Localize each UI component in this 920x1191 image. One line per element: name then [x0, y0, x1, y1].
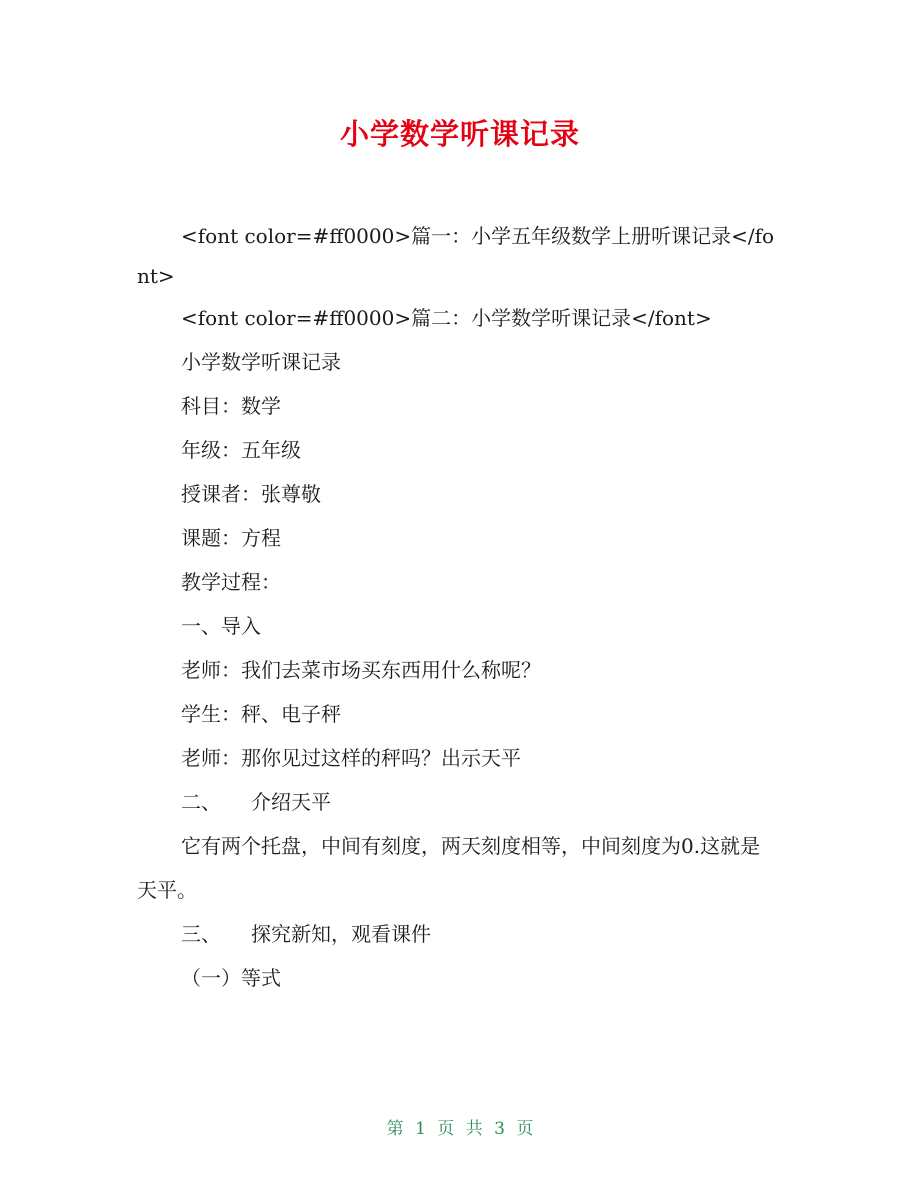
paragraph-student-answer: 学生：秤、电子秤 — [181, 702, 341, 726]
paragraph-heading: 小学数学听课记录 — [181, 350, 341, 374]
paragraph-grade: 年级：五年级 — [181, 438, 301, 462]
paragraph-section-three — [137, 912, 777, 956]
paragraph-teacher-followup: 老师：那你见过这样的秤吗？出示天平 — [181, 746, 521, 770]
paragraph-font-link-1: <font color=#ff0000>篇一：小学五年级数学上册听课记录</font> — [137, 224, 775, 288]
section-three-number: 三、 — [181, 922, 221, 946]
section-two-number: 二、 — [181, 790, 221, 814]
paragraph-section-two — [137, 780, 777, 824]
page-title: 小学数学听课记录 — [339, 117, 580, 151]
paragraph-topic: 课题：方程 — [181, 526, 281, 550]
page-number-footer: 第 1 页 共 3 页 — [386, 1119, 534, 1139]
paragraph-subject: 科目：数学 — [181, 394, 281, 418]
section-three-text: 探究新知，观看课件 — [251, 922, 431, 946]
paragraph-equation: （一）等式 — [181, 966, 281, 990]
section-two-text: 介绍天平 — [251, 790, 331, 814]
paragraph-font-link-2: <font color=#ff0000>篇二：小学数学听课记录</font> — [181, 306, 712, 330]
paragraph-teacher-question: 老师：我们去菜市场买东西用什么称呢？ — [181, 658, 541, 682]
paragraph-process: 教学过程： — [181, 570, 281, 594]
paragraph-balance-description: 它有两个托盘，中间有刻度，两天刻度相等，中间刻度为0.这就是天平。 — [137, 834, 761, 902]
document-body — [137, 216, 777, 1000]
paragraph-section-one: 一、导入 — [181, 614, 261, 638]
paragraph-teacher: 授课者：张尊敬 — [181, 482, 321, 506]
